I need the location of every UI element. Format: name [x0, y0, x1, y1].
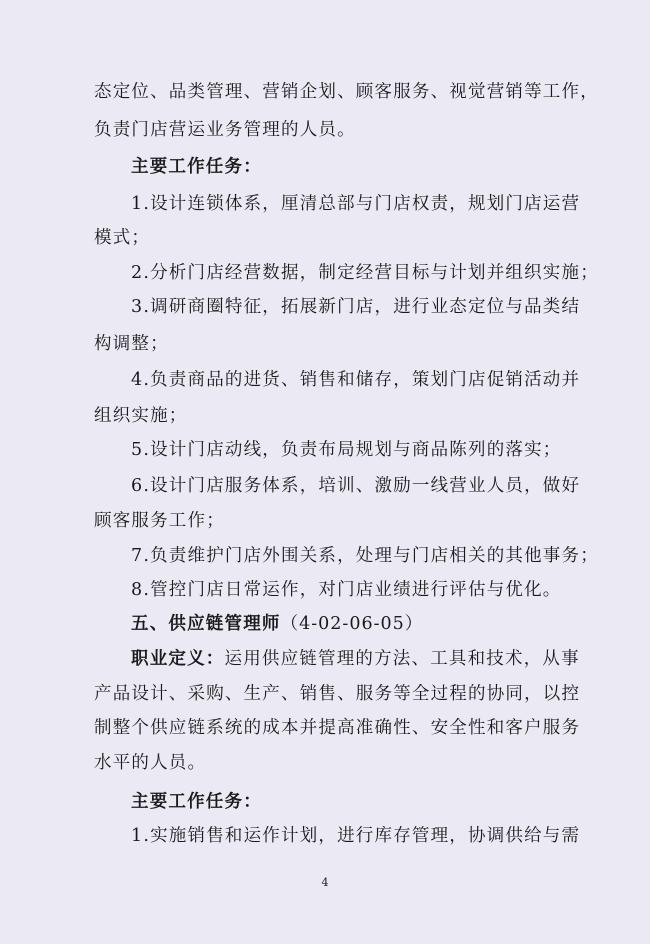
section-heading: 主要工作任务：: [131, 157, 262, 177]
list-item: 6.设计门店服务体系，培训、激励一线营业人员，做好: [131, 476, 581, 496]
body-text-line: 水平的人员。: [94, 753, 207, 773]
occupation-code: （4-02-06-05）: [280, 614, 424, 634]
list-item: 5.设计门店动线，负责布局规划与商品陈列的落实；: [131, 440, 562, 460]
body-text-line: 制整个供应链系统的成本并提高准确性、安全性和客户服务: [94, 718, 581, 738]
body-text-line: 态定位、品类管理、营销企划、顾客服务、视觉营销等工作，: [94, 82, 599, 102]
section-title: [131, 614, 423, 634]
list-item-continued: 组织实施；: [94, 406, 188, 426]
definition-label: 职业定义：: [131, 649, 225, 669]
definition-line: [131, 649, 580, 669]
list-item: 7.负责维护门店外围关系，处理与门店相关的其他事务；: [131, 546, 599, 566]
definition-text: 运用供应链管理的方法、工具和技术，从事: [224, 649, 580, 669]
list-item: 3.调研商圈特征，拓展新门店，进行业态定位与品类结: [131, 297, 581, 317]
page-number: 4: [321, 876, 329, 889]
list-item: 4.负责商品的进货、销售和储存，策划门店促销活动并: [131, 370, 581, 390]
list-item-continued: 模式；: [94, 228, 151, 248]
list-item-continued: 构调整；: [94, 334, 169, 354]
list-item: 1.设计连锁体系，厘清总部与门店权责，规划门店运营: [131, 194, 581, 214]
section-title-text: 五、供应链管理师: [131, 614, 281, 634]
body-text-line: 负责门店营运业务管理的人员。: [94, 120, 356, 140]
list-item: 2.分析门店经营数据，制定经营目标与计划并组织实施；: [131, 263, 599, 283]
list-item: 8.管控门店日常运作，对门店业绩进行评估与优化。: [131, 580, 562, 600]
list-item-continued: 顾客服务工作；: [94, 511, 225, 531]
body-text-line: 产品设计、采购、生产、销售、服务等全过程的协同，以控: [94, 684, 581, 704]
section-heading: 主要工作任务：: [131, 792, 262, 812]
list-item: 1.实施销售和运作计划，进行库存管理，协调供给与需: [131, 826, 581, 846]
